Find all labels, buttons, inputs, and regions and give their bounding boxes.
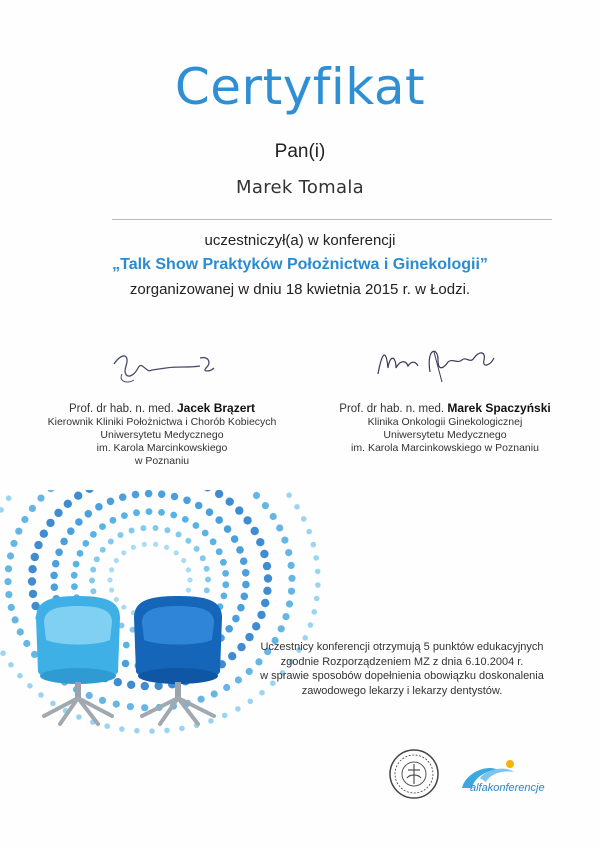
decorative-dot: [315, 569, 321, 575]
decorative-dot: [31, 651, 38, 658]
decorative-dot: [225, 625, 233, 633]
decorative-dot: [121, 550, 126, 555]
decorative-dot: [140, 525, 146, 531]
decorative-dot: [28, 577, 36, 585]
decorative-dot: [205, 577, 211, 583]
decorative-dot: [193, 522, 200, 529]
decorative-dot: [248, 699, 254, 705]
decorative-dot: [108, 539, 114, 545]
decorative-dot: [4, 578, 11, 585]
decorative-dot: [216, 548, 223, 555]
decorative-dot: [215, 490, 223, 498]
decorative-dot: [288, 588, 295, 595]
notice-line3: w sprawie sposobów dopełnienia obowiązku doskonalenia: [260, 670, 544, 682]
decorative-dot: [142, 542, 147, 547]
signature-right: [372, 338, 502, 388]
decorative-dot: [114, 597, 119, 602]
decorative-dot: [0, 650, 6, 656]
decorative-dot: [7, 552, 14, 559]
decorative-dot: [222, 570, 229, 577]
decorative-dot: [262, 502, 269, 509]
decorative-dot: [119, 726, 125, 732]
decorative-dot: [146, 508, 153, 515]
decorative-dot: [206, 508, 214, 516]
decorative-dot: [29, 590, 37, 598]
signatory-left: [32, 402, 292, 468]
decorative-dot: [241, 593, 249, 601]
decorative-dot: [99, 697, 106, 704]
decorative-dot: [74, 492, 82, 500]
decorative-dot: [145, 490, 153, 497]
decorative-dot: [75, 518, 83, 526]
signatory-right: [300, 402, 590, 455]
decorative-dot: [195, 502, 203, 510]
decorative-dot: [285, 549, 292, 556]
decorative-dot: [210, 538, 217, 545]
decorative-dot: [183, 497, 191, 505]
decorative-dot: [232, 615, 240, 623]
decorative-dot: [288, 562, 295, 569]
recipient-name: Marek Tomala: [236, 177, 364, 198]
decorative-dot: [311, 609, 317, 615]
decorative-dot: [237, 604, 245, 612]
decorative-dot: [104, 723, 110, 729]
decorative-dot: [23, 640, 30, 647]
decorative-dot: [215, 516, 223, 524]
decorative-dot: [8, 604, 15, 611]
decorative-dot: [235, 706, 241, 712]
decorative-dot: [38, 692, 44, 698]
decorative-dot: [221, 593, 228, 600]
decorative-dot: [90, 567, 96, 573]
signatory-left-line3: im. Karola Marcinkowskiego: [96, 442, 228, 454]
decorative-dot: [114, 558, 119, 563]
decorative-dot: [94, 556, 100, 562]
decorative-dot: [76, 714, 82, 720]
decorative-dot: [28, 565, 36, 573]
decorative-dot: [211, 690, 218, 697]
decorative-dot: [153, 542, 158, 547]
decorative-dot: [194, 546, 200, 552]
decorative-dot: [85, 490, 93, 493]
decorative-dot: [6, 495, 12, 501]
decorative-dot: [220, 559, 227, 566]
decorative-dot: [107, 577, 112, 582]
decorative-dot: [89, 578, 95, 584]
chair-dark-icon: [134, 596, 222, 724]
decorative-dot: [8, 662, 14, 668]
decorative-dot: [224, 525, 232, 533]
signatory-left-name: Jacek Brązert: [176, 401, 256, 415]
decorative-dot: [226, 498, 234, 506]
decorative-dot: [10, 540, 17, 547]
decorative-dot: [47, 490, 54, 492]
decorative-dot: [222, 713, 228, 719]
signatory-left-line2: Uniwersytetu Medycznego: [100, 429, 224, 441]
decorative-dot: [141, 682, 149, 690]
decorative-dot: [133, 509, 140, 516]
decorative-dot: [29, 505, 36, 512]
decorative-dot: [114, 678, 122, 686]
decorative-dot: [170, 512, 177, 519]
notice-line1: Uczestnicy konferencji otrzymują 5 punktów edukacyjnych: [260, 641, 544, 653]
decorative-dot: [51, 583, 59, 591]
name-underline: [112, 219, 552, 220]
decorative-dot: [181, 558, 186, 563]
decorative-dot: [118, 532, 124, 538]
decorative-dot: [46, 519, 54, 527]
decorative-dot: [90, 531, 97, 538]
decorative-dot: [171, 493, 179, 501]
decorative-dot: [286, 600, 293, 607]
decorative-dot: [222, 581, 229, 588]
chair-light-icon: [36, 596, 120, 724]
decorative-dot: [208, 718, 214, 724]
salutation: Pan(i): [274, 141, 326, 162]
decorative-dot: [281, 537, 288, 544]
decorative-dot: [113, 701, 120, 708]
decorative-dot: [5, 591, 12, 598]
certificate-title: Certyfikat: [174, 58, 426, 116]
decorative-dot: [308, 622, 314, 628]
decorative-dot: [257, 611, 265, 619]
decorative-dot: [54, 509, 62, 517]
decorative-dot: [158, 490, 166, 498]
decorative-dot: [17, 628, 24, 635]
decorative-dot: [149, 728, 155, 734]
signatory-left-line4: w Poznaniu: [134, 455, 190, 467]
decorative-dot: [67, 527, 75, 535]
decorative-dot: [236, 546, 244, 554]
decorative-dot: [131, 545, 136, 550]
decorative-dot: [176, 532, 182, 538]
decorative-dot: [186, 567, 191, 572]
decorative-dot: [174, 550, 179, 555]
decorative-dot: [204, 587, 210, 593]
decorative-dot: [314, 596, 320, 602]
decorative-dot: [34, 541, 42, 549]
decorative-dot: [90, 588, 96, 594]
decorative-dot: [198, 696, 205, 703]
decorative-dot: [294, 504, 300, 510]
organized-line: zorganizowanej w dniu 18 kwietnia 2015 r. w Łodzi.: [129, 281, 471, 298]
university-seal-icon: [388, 748, 440, 800]
decorative-dot: [122, 660, 130, 668]
decorative-dot: [204, 566, 210, 572]
decorative-dot: [203, 490, 211, 492]
decorative-dot: [12, 616, 19, 623]
decorative-dot: [121, 512, 128, 519]
decorative-dot: [153, 525, 159, 531]
decorative-dot: [270, 513, 277, 520]
signatory-left-prefix: Prof. dr hab. n. med.: [68, 403, 174, 415]
decorative-dot: [306, 529, 312, 535]
decorative-dot: [40, 530, 48, 538]
decorative-dot: [95, 503, 103, 511]
decorative-dot: [31, 553, 39, 561]
organizer-logo-text: alfakonferencje: [470, 782, 545, 794]
decorative-dot: [127, 703, 134, 710]
decorative-dot: [288, 575, 295, 582]
decorative-dot: [235, 506, 243, 514]
decorative-dot: [141, 704, 148, 711]
decorative-dot: [52, 560, 60, 568]
decorative-dot: [243, 516, 251, 524]
decorative-dot: [278, 625, 285, 632]
decorative-dot: [158, 509, 165, 516]
decorative-dot: [127, 681, 135, 689]
decorative-dot: [121, 605, 126, 610]
decorative-dot: [64, 500, 72, 508]
decorative-dot: [260, 550, 268, 558]
decorative-dot: [242, 569, 250, 577]
decorative-dot: [119, 493, 127, 501]
decorative-dot: [99, 523, 106, 530]
decorative-dot: [37, 495, 44, 502]
decorative-dot: [256, 538, 264, 546]
decorative-dot: [182, 516, 189, 523]
decorative-dot: [164, 545, 169, 550]
notice-line4: zawodowego lekarzy i lekarzy dentystów.: [301, 684, 503, 697]
decorative-dot: [261, 599, 269, 607]
decorative-dot: [132, 491, 140, 499]
signature-left: [108, 344, 218, 388]
decorative-dot: [240, 557, 248, 565]
decorative-dot: [27, 683, 33, 689]
decorative-dot: [73, 561, 80, 568]
signatory-right-name: Marek Spaczyński: [447, 401, 551, 415]
decorative-dot: [82, 540, 89, 547]
participation-line: uczestniczył(a) w konferencji: [204, 232, 396, 249]
decorative-dot: [301, 516, 307, 522]
decorative-dot: [252, 622, 260, 630]
decorative-dot: [50, 701, 56, 707]
decorative-dot: [179, 726, 185, 732]
decorative-dot: [129, 528, 135, 534]
decorative-dot: [286, 492, 292, 498]
signatory-left-line1: Kierownik Kliniki Położnictwa i Chorób Kobiecych: [47, 416, 277, 428]
decorative-dot: [231, 535, 239, 543]
decorative-dot: [60, 538, 68, 546]
signatory-right-line3: im. Karola Marcinkowskiego w Poznaniu: [351, 442, 539, 454]
decorative-dot: [276, 524, 283, 531]
decorative-dot: [185, 538, 191, 544]
decorative-dot: [55, 549, 63, 557]
notice-line2: zgodnie Rozporządzeniem MZ z dnia 6.10.2004 r.: [280, 655, 524, 668]
decorative-dot: [110, 517, 117, 524]
decorative-dot: [77, 550, 84, 557]
decorative-dot: [50, 572, 58, 580]
decorative-dot: [15, 528, 22, 535]
decorative-dot: [264, 574, 272, 582]
signatory-right-line1: Klinika Onkologii Ginekologicznej: [367, 416, 523, 428]
decorative-dot: [315, 582, 321, 588]
decorative-dot: [223, 684, 230, 691]
decorative-dot: [17, 673, 23, 679]
decorative-dot: [123, 642, 130, 649]
decorative-dot: [109, 588, 114, 593]
decorative-dot: [263, 562, 271, 570]
decorative-dot: [86, 692, 93, 699]
decorative-dot: [263, 587, 271, 595]
decorative-dot: [109, 567, 114, 572]
decorative-dot: [85, 510, 93, 518]
decorative-dot: [242, 581, 250, 589]
decorative-dot: [164, 527, 170, 533]
decorative-dot: [100, 547, 106, 553]
decorative-dot: [313, 555, 319, 561]
decorative-dot: [202, 530, 209, 537]
decorative-dot: [186, 588, 191, 593]
decorative-dot: [251, 527, 259, 535]
decorative-dot: [21, 516, 28, 523]
conference-title: „Talk Show Praktyków Położnictwa i Ginekologii”: [112, 256, 488, 273]
education-points-notice: [232, 640, 572, 698]
decorative-dot: [71, 583, 78, 590]
decorative-dot: [107, 498, 115, 506]
decorative-dot: [282, 613, 289, 620]
decorative-dot: [187, 577, 192, 582]
decorative-dot: [5, 565, 12, 572]
decorative-dot: [311, 542, 317, 548]
decorative-dot: [71, 572, 78, 579]
decorative-dot: [134, 728, 140, 734]
decorative-dot: [253, 492, 260, 499]
signatory-right-prefix: Prof. dr hab. n. med.: [339, 403, 445, 415]
signatory-right-line2: Uniwersytetu Medycznego: [383, 429, 507, 441]
decorative-dot: [200, 555, 206, 561]
decorative-dot: [0, 507, 4, 513]
decorative-dot: [164, 728, 170, 734]
